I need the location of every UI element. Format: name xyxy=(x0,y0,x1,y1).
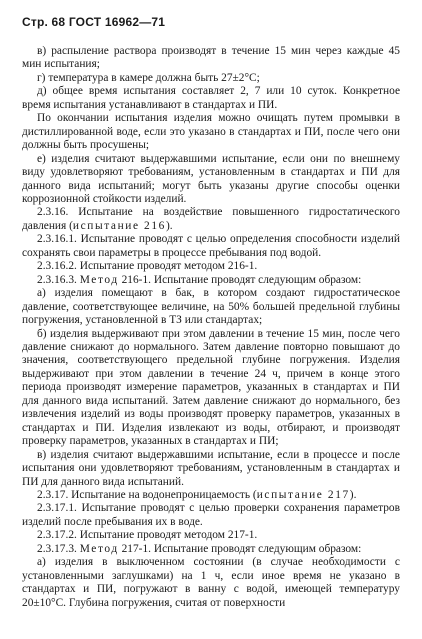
clause-number: 2.3.16.3. xyxy=(37,273,80,286)
paragraph-step-a-tank: а) изделия помещают в бак, в котором создают гидростатическое давление, соответствующее величине, на 50% большей предельной глубины погружения, установленной в ТЗ или стандартах; xyxy=(22,287,400,327)
heading-suffix: ). xyxy=(349,488,357,501)
paragraph-2-3-17-2: 2.3.17.2. Испытание проводят методом 217-1. xyxy=(37,529,258,542)
clause-rest: 217-1. Испытание проводят следующим образом: xyxy=(118,542,362,555)
paragraph-2-3-17-1: 2.3.17.1. Испытание проводят с целью проверки сохранения параметров изделий после пребывания их в воде. xyxy=(22,502,400,528)
test-code-spaced: испытание 216 xyxy=(72,219,166,232)
paragraph-spray-schedule: в) распыление раствора производят в течение 15 мин через каждые 45 мин испытания; xyxy=(22,45,400,71)
paragraph-2-3-17-3 xyxy=(22,543,400,556)
clause-rest: 216-1. Испытание проводят следующим образом: xyxy=(118,273,362,286)
paragraph-test-duration: д) общее время испытания составляет 2, 7 или 10 суток. Конкретное время испытания устанавливают в стандартах и ПИ. xyxy=(22,85,400,111)
paragraph-chamber-temperature: г) температура в камере должна быть 27±2°С; xyxy=(37,71,260,84)
paragraph-pass-criteria: е) изделия считают выдержавшими испытание, если они по внешнему виду удовлетворяют требованиям, установленным в стандартах и ПИ для данного вида испытаний; могут быть указаны другие способы оценки коррозионной стойкости изделий. xyxy=(22,152,400,205)
paragraph-2-3-16-2: 2.3.16.2. Испытание проводят методом 216-1. xyxy=(37,260,258,273)
heading-prefix: 2.3.17. Испытание на водонепроницаемость ( xyxy=(37,488,257,501)
paragraph-step-c-result: в) изделия считают выдержавшими испытание, если в процессе и после испытания они удовлетворяют требованиям, установленным в стандартах и ПИ для данного вида испытаний. xyxy=(22,448,400,488)
document-body xyxy=(22,45,400,610)
paragraph-step-a-immersion: а) изделия в выключенном состоянии (в случае необходимости с установленными заглушками) на 1 ч, если иное время не указано в стандартах и ПИ, погружают в ванну с водой, имеющей температуру 20±10°С. Глубина погружения, считая от поверхности xyxy=(22,556,400,609)
section-heading-2-3-17 xyxy=(22,489,400,502)
section-heading-2-3-16 xyxy=(22,206,400,233)
method-word-spaced: Метод xyxy=(79,542,119,555)
method-word-spaced: Метод xyxy=(79,273,119,286)
page-header: Стр. 68 ГОСТ 16962—71 xyxy=(22,15,166,29)
paragraph-rinsing: По окончании испытания изделия можно очищать путем промывки в дистиллированной воде, если это указано в стандартах и ПИ, после чего они должны быть просушены; xyxy=(22,112,400,152)
heading-prefix: 2.3.16. Испытание на воздействие повышенного гидростатического давления ( xyxy=(22,206,400,232)
paragraph-2-3-16-3 xyxy=(22,274,400,287)
paragraph-2-3-16-1: 2.3.16.1. Испытание проводят с целью определения способности изделий сохранять свои параметры в процессе пребывания под водой. xyxy=(22,233,400,259)
paragraph-step-b-hold: б) изделия выдерживают при этом давлении в течение 15 мин, после чего давление снижают до нормального. Затем давление повторно повышают до значения, соответствующего предельной глубине погружения. Изделия выдерживают при этом давлении в течение 24 ч, причем в конце этого периода производят измерение параметров, указанных в стандартах и ПИ для данного вида испытаний. Затем давление снижают до нормального, без извлечения изделий из воды производят проверку параметров, указанных в стандартах и ПИ. Изделия извлекают из воды, отбирают, и производят проверку параметров, указанных в стандартах и ПИ; xyxy=(22,327,400,448)
clause-number: 2.3.17.3. xyxy=(37,542,80,555)
test-code-spaced: испытание 217 xyxy=(256,488,350,501)
heading-suffix: ). xyxy=(165,219,173,232)
